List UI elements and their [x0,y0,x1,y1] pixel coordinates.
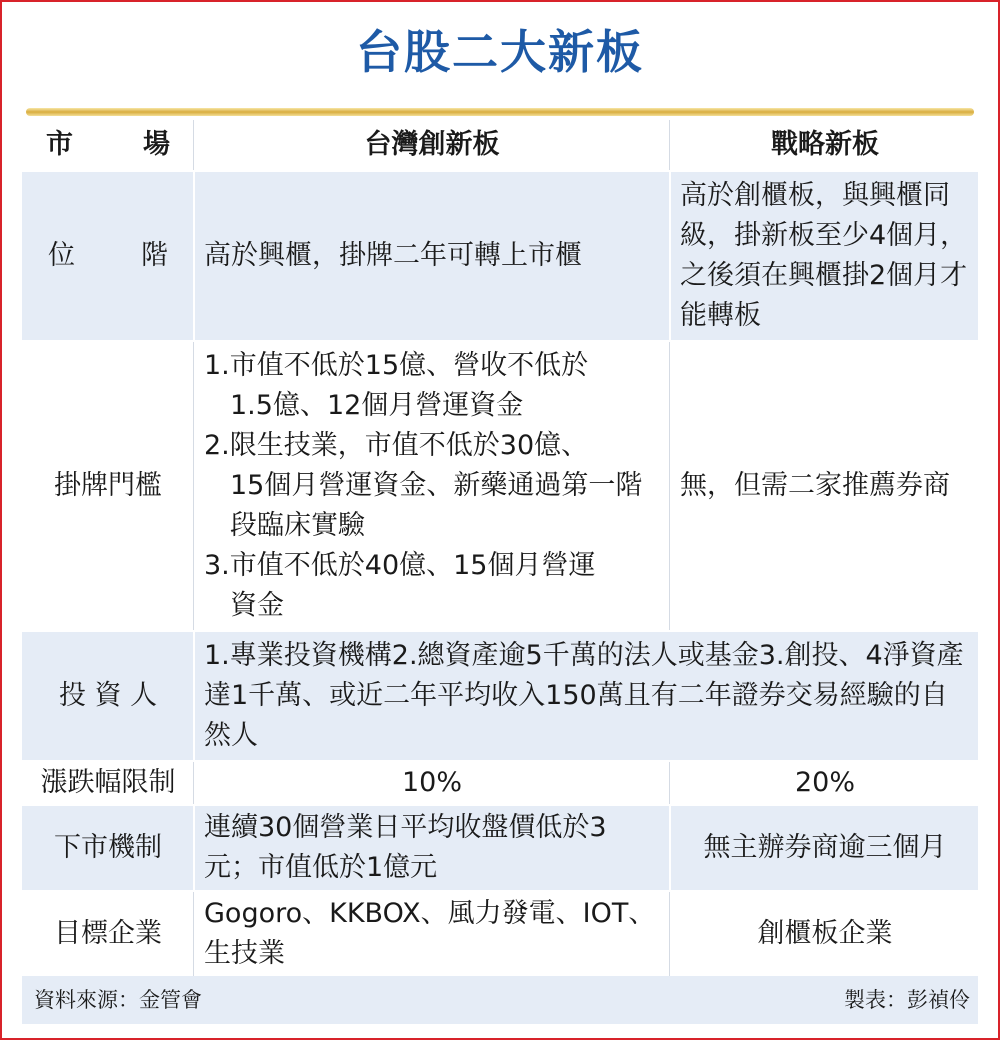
table-row-target [22,892,978,976]
list-item-text: 1.市值不低於15億、營收不低於 [204,350,589,381]
column-divider [669,892,670,976]
header-strategic-board: 戰略新板 [771,129,879,160]
threshold-list [204,346,660,626]
column-divider [669,172,671,340]
table-header-row [22,120,978,170]
list-item [204,546,660,626]
list-item [204,426,660,546]
list-item-continuation: 1.5億、12個月營運資金 [230,390,524,421]
cell-position-strategic: 高於創櫃板，與興櫃同級，掛新板至少4個月，之後須在興櫃掛2個月才能轉板 [680,180,968,331]
column-divider [669,762,670,804]
column-divider [669,342,670,630]
header-innovation-board: 台灣創新板 [364,129,500,160]
cell-threshold-innovation [194,342,670,630]
row-label-position-char-2: 階 [141,240,168,271]
cell-threshold-strategic: 無，但需二家推薦券商 [680,470,950,501]
list-item-text: 3.市值不低於40億、15個月營運 [204,550,596,581]
list-item [204,346,660,426]
column-divider [669,120,670,170]
table-row-position [22,172,978,340]
row-label-threshold: 掛牌門檻 [54,470,162,501]
column-divider [193,172,195,340]
list-item-continuation: 15個月營運資金、新藥通過第一階段臨床實驗 [230,470,643,541]
row-label-delisting: 下市機制 [54,832,162,863]
cell-delisting-innovation: 連續30個營業日平均收盤價低於3元；市值低於1億元 [204,812,607,883]
table-row-price-limit [22,762,978,804]
column-divider [193,120,194,170]
row-label-position-char-1: 位 [48,240,75,271]
cell-target-innovation: Gogoro、KKBOX、風力發電、IOT、生技業 [204,898,656,969]
row-label-target: 目標企業 [54,918,162,949]
source-credit: 資料來源：金管會 [34,988,202,1012]
cell-position-innovation: 高於興櫃，掛牌二年可轉上市櫃 [204,240,582,271]
cell-target-strategic: 創櫃板企業 [757,918,893,949]
author-credit: 製表：彭禎伶 [844,988,970,1012]
page-title: 台股二大新板 [356,25,644,79]
column-divider [193,632,195,760]
cell-investor: 1.專業投資機構2.總資產逾5千萬的法人或基金3.創投、4淨資產達1千萬、或近二年平均收入150萬且有二年證券交易經驗的自然人 [204,640,964,751]
cell-price-limit-innovation: 10% [401,767,462,798]
table-row-investor [22,632,978,760]
column-divider [193,762,194,804]
header-market-char-1: 市 [46,129,73,160]
title-divider [26,108,974,116]
header-market-char-2: 場 [143,129,170,160]
table-row-delisting [22,806,978,890]
row-label-investor: 投 資 人 [58,680,158,711]
column-divider [193,342,194,630]
header-market [22,120,194,170]
cell-delisting-strategic: 無主辦券商逾三個月 [703,832,947,863]
column-divider [669,806,671,890]
table-row-threshold [22,342,978,630]
column-divider [193,806,195,890]
list-item-continuation: 資金 [230,590,284,621]
row-label-position [22,172,194,340]
cell-price-limit-strategic: 20% [794,767,855,798]
row-label-price-limit: 漲跌幅限制 [40,767,176,798]
column-divider [193,892,194,976]
list-item-text: 2.限生技業，市值不低於30億、 [204,430,589,461]
